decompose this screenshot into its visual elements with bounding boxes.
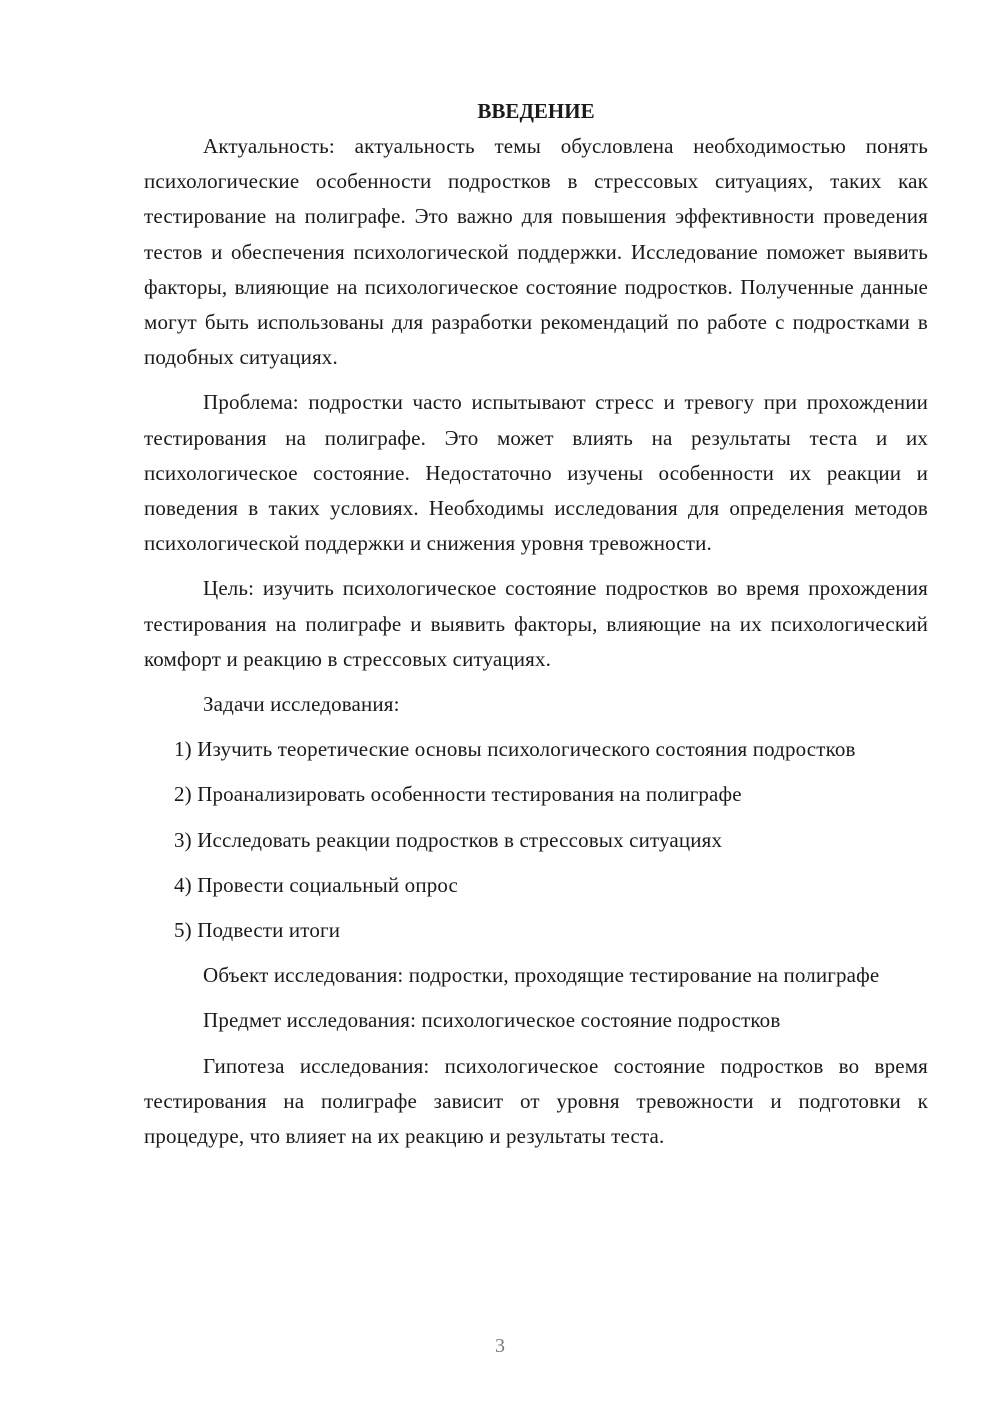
tasks-list xyxy=(144,732,928,948)
list-item: 3) Исследовать реакции подростков в стрессовых ситуациях xyxy=(174,827,723,852)
paragraph-object: Объект исследования: подростки, проходящие тестирование на полиграфе xyxy=(203,963,880,988)
paragraph-subject: Предмет исследования: психологическое состояние подростков xyxy=(203,1008,781,1033)
paragraph-relevance: Актуальность: актуальность темы обусловлена необходимостью понять психологические особенности подростков в стрессовых ситуациях, таких как тестирование на полиграфе. Это важно для повышения эффективности проведения тестов и обеспечения психологической поддержки. Исследование поможет выявить факторы, влияющие на психологическое состояние подростков. Полученные данные могут быть использованы для разработки рекомендаций по работе с подростками в подобных ситуациях. xyxy=(144,134,928,370)
paragraph-tasks-heading: Задачи исследования: xyxy=(203,692,400,717)
page-title: ВВЕДЕНИЕ xyxy=(477,99,595,123)
list-item: 5) Подвести итоги xyxy=(174,918,341,943)
list-item: 4) Провести социальный опрос xyxy=(174,872,459,897)
list-item: 2) Проанализировать особенности тестирования на полиграфе xyxy=(174,782,742,807)
list-item: 1) Изучить теоретические основы психологического состояния подростков xyxy=(174,737,856,762)
paragraph-problem: Проблема: подростки часто испытывают стресс и тревогу при прохождении тестирования на полиграфе. Это может влиять на результаты теста и их психологическое состояние. Недостаточно изучены особенности их реакции и поведения в таких условиях. Необходимы исследования для определения методов психологической поддержки и снижения уровня тревожности. xyxy=(144,390,928,556)
paragraph-goal: Цель: изучить психологическое состояние подростков во время прохождения тестирования на полиграфе и выявить факторы, влияющие на их психологический комфорт и реакцию в стрессовых ситуациях. xyxy=(144,576,928,671)
text-column xyxy=(144,94,928,1154)
page-number: 3 xyxy=(495,1335,505,1357)
paragraph-hypothesis: Гипотеза исследования: психологическое состояние подростков во время тестирования на полиграфе зависит от уровня тревожности и подготовки к процедуре, что влияет на их реакцию и результаты теста. xyxy=(144,1053,928,1149)
